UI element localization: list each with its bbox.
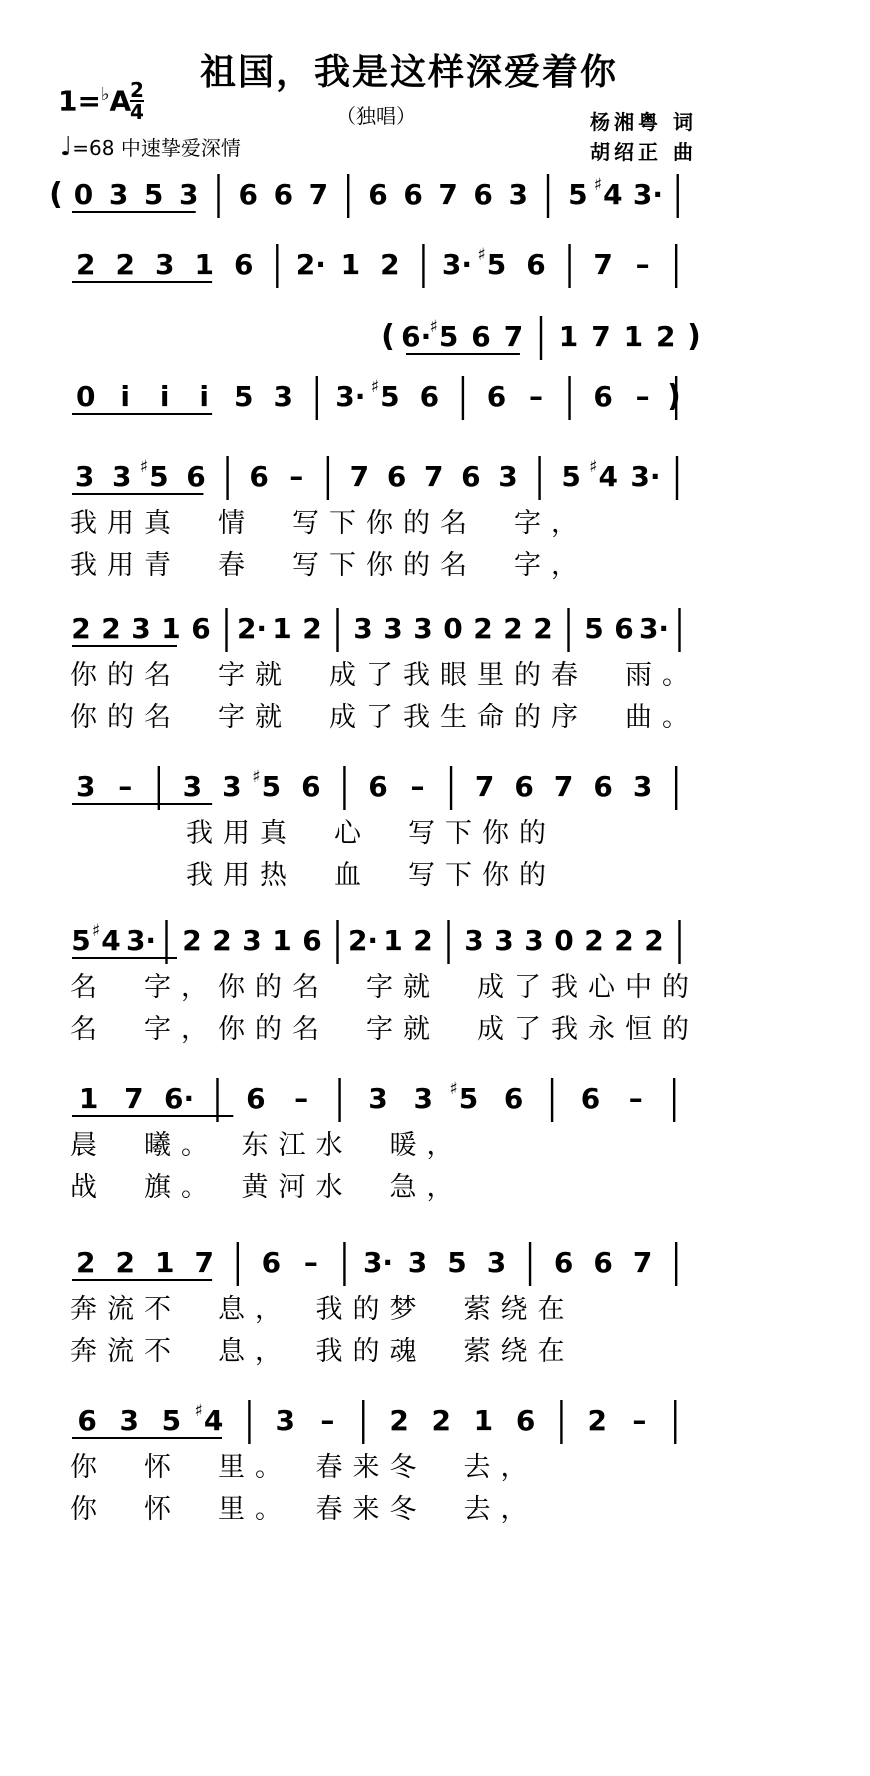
jianpu-note: 5 bbox=[71, 924, 91, 957]
jianpu-note: 3· bbox=[125, 924, 157, 957]
jianpu-note: 5 bbox=[568, 178, 588, 211]
jianpu-note: 3 bbox=[383, 612, 403, 645]
jianpu-note: 1 bbox=[272, 612, 292, 645]
time-numerator: 2 bbox=[130, 78, 144, 102]
jianpu-note: 3 bbox=[368, 1082, 388, 1115]
jianpu-note: 2 bbox=[503, 612, 523, 645]
jianpu-note: – bbox=[528, 380, 543, 413]
jianpu-note: 3· bbox=[638, 612, 670, 645]
jianpu-note: – bbox=[635, 248, 650, 281]
jianpu-note: 0 bbox=[554, 924, 574, 957]
jianpu-note: 2 bbox=[413, 924, 433, 957]
jianpu-note: 7 bbox=[503, 320, 524, 353]
jianpu-note: 3 bbox=[131, 612, 151, 645]
jianpu-note: 3 bbox=[119, 1404, 139, 1437]
jianpu-note: 6 bbox=[503, 1082, 524, 1115]
jianpu-note: 5 bbox=[458, 1082, 479, 1115]
jianpu-note: 6 bbox=[246, 1082, 266, 1115]
jianpu-note: 3 bbox=[275, 1404, 295, 1437]
jianpu-note: 5 bbox=[161, 1404, 182, 1437]
jianpu-note: 1 bbox=[78, 1082, 99, 1115]
jianpu-note: 5 bbox=[233, 380, 254, 413]
jianpu-note: 3 bbox=[508, 178, 528, 211]
sharp-accidental: ♯ bbox=[370, 377, 379, 397]
jianpu-note: 2 bbox=[302, 612, 322, 645]
jianpu-note: 7 bbox=[308, 178, 329, 211]
jianpu-note: 2 bbox=[431, 1404, 451, 1437]
jianpu-note: 2 bbox=[644, 924, 664, 957]
flat-sign-icon: ♭ bbox=[100, 84, 110, 105]
sharp-accidental: ♯ bbox=[477, 245, 486, 265]
jianpu-note: 3· bbox=[362, 1246, 394, 1279]
jianpu-note: 2· bbox=[347, 924, 379, 957]
jianpu-note: 5 bbox=[447, 1246, 467, 1279]
jianpu-note: 5 bbox=[486, 248, 507, 281]
jianpu-note: 3· bbox=[630, 460, 661, 493]
jianpu-note: 3 bbox=[413, 1082, 433, 1115]
jianpu-note: – bbox=[628, 1082, 643, 1115]
jianpu-note: 1 bbox=[154, 1246, 175, 1279]
jianpu-note: 1 bbox=[623, 320, 644, 353]
sharp-accidental: ♯ bbox=[91, 921, 101, 941]
jianpu-note: 2 bbox=[71, 612, 91, 645]
jianpu-note: 6 bbox=[233, 248, 254, 281]
jianpu-note: 2· bbox=[236, 612, 268, 645]
jianpu-note: – bbox=[410, 770, 425, 803]
jianpu-note: 1 bbox=[383, 924, 403, 957]
jianpu-note: 6 bbox=[186, 460, 206, 493]
interlude-close-paren: ) bbox=[667, 379, 681, 414]
jianpu-note: 7 bbox=[349, 460, 370, 493]
sharp-accidental: ♯ bbox=[139, 457, 148, 477]
jianpu-note: 3 bbox=[154, 248, 175, 281]
jianpu-note: 2 bbox=[182, 924, 202, 957]
jianpu-note: 4 bbox=[101, 924, 121, 957]
jianpu-note: – bbox=[632, 1404, 647, 1437]
jianpu-note: 2 bbox=[115, 1246, 135, 1279]
jianpu-note: 6 bbox=[553, 1246, 574, 1279]
composer-credit: 胡绍正 曲 bbox=[590, 140, 697, 164]
jianpu-note: 6 bbox=[514, 770, 534, 803]
lyricist-credit: 杨湘粤 词 bbox=[590, 110, 697, 134]
jianpu-note: 6 bbox=[249, 460, 269, 493]
interlude-open-paren: ( bbox=[381, 319, 395, 354]
jianpu-note: 2 bbox=[76, 1246, 96, 1279]
lyric-line: 名 字，你的名 字就 成了我心中的 bbox=[70, 972, 699, 1003]
sharp-accidental: ♯ bbox=[449, 1079, 458, 1099]
jianpu-note: 3 bbox=[464, 924, 484, 957]
jianpu-note: 3 bbox=[108, 178, 129, 211]
jianpu-note: 2 bbox=[587, 1404, 607, 1437]
jianpu-note: 5 bbox=[149, 460, 169, 493]
jianpu-note: 4 bbox=[603, 178, 623, 211]
jianpu-note: 5 bbox=[584, 612, 604, 645]
jianpu-note: 6 bbox=[419, 380, 440, 413]
jianpu-note: 2 bbox=[584, 924, 604, 957]
key-note: A bbox=[109, 84, 132, 118]
jianpu-note: 6 bbox=[273, 178, 294, 211]
jianpu-note: 3 bbox=[178, 178, 199, 211]
jianpu-note: 6 bbox=[580, 1082, 601, 1115]
jianpu-note: 6 bbox=[238, 178, 259, 211]
jianpu-note: 2 bbox=[380, 248, 400, 281]
jianpu-note: 5 bbox=[143, 178, 164, 211]
jianpu-note: – bbox=[294, 1082, 309, 1115]
lyric-line: 我用青 春 写下你的名 字， bbox=[70, 550, 588, 581]
jianpu-note: – bbox=[303, 1246, 318, 1279]
jianpu-note: 1 bbox=[473, 1404, 494, 1437]
jianpu-note: 7 bbox=[593, 248, 613, 281]
jianpu-note: i bbox=[199, 380, 210, 413]
jianpu-note: 6 bbox=[261, 1246, 282, 1279]
jianpu-note: 1 bbox=[558, 320, 579, 353]
jianpu-note: 6· bbox=[401, 320, 432, 353]
jianpu-note: 2 bbox=[656, 320, 676, 353]
jianpu-note: 6 bbox=[614, 612, 634, 645]
sharp-accidental: ♯ bbox=[593, 175, 602, 195]
performance-note: （独唱） bbox=[336, 104, 416, 128]
jianpu-note: 4 bbox=[203, 1404, 224, 1437]
lyric-line: 你的名 字就 成了我生命的序 曲。 bbox=[70, 702, 699, 733]
jianpu-note: 6 bbox=[471, 320, 491, 353]
jianpu-note: 3 bbox=[494, 924, 514, 957]
jianpu-note: 2 bbox=[473, 612, 493, 645]
jianpu-note: 2 bbox=[614, 924, 634, 957]
jianpu-note: 6 bbox=[403, 178, 423, 211]
jianpu-note: 6 bbox=[302, 924, 322, 957]
jianpu-note: 2 bbox=[115, 248, 135, 281]
jianpu-note: 1 bbox=[340, 248, 361, 281]
jianpu-note: 6 bbox=[461, 460, 481, 493]
song-title: 祖国，我是这样深爱着你 bbox=[200, 51, 619, 93]
sharp-accidental: ♯ bbox=[194, 1401, 203, 1421]
jianpu-note: 6 bbox=[77, 1404, 97, 1437]
jianpu-note: – bbox=[289, 460, 304, 493]
lyric-line: 你的名 字就 成了我眼里的春 雨。 bbox=[70, 660, 699, 691]
intro-open-paren: ( bbox=[49, 177, 63, 212]
jianpu-note: 6 bbox=[301, 770, 321, 803]
jianpu-note: 3 bbox=[498, 460, 518, 493]
jianpu-note: 6 bbox=[386, 460, 407, 493]
jianpu-note: 3 bbox=[524, 924, 544, 957]
jianpu-note: 3 bbox=[111, 460, 132, 493]
lyric-line: 我用真 心 写下你的 bbox=[186, 818, 556, 849]
jianpu-note: 6 bbox=[368, 770, 388, 803]
lyric-line: 战 旗。 黄河水 急， bbox=[70, 1172, 464, 1203]
key-prefix: 1= bbox=[58, 84, 101, 118]
jianpu-note: 2 bbox=[76, 248, 96, 281]
jianpu-note: 1 bbox=[161, 612, 181, 645]
jianpu-note: 3 bbox=[486, 1246, 507, 1279]
lyric-line: 你 怀 里。 春来冬 去， bbox=[70, 1452, 538, 1483]
jianpu-note: 7 bbox=[124, 1082, 144, 1115]
jianpu-note: 5 bbox=[438, 320, 459, 353]
jianpu-note: – bbox=[118, 770, 133, 803]
time-denominator: 4 bbox=[130, 100, 144, 124]
lyric-line: 我用热 血 写下你的 bbox=[186, 860, 556, 891]
jianpu-note: 7 bbox=[632, 1246, 653, 1279]
jianpu-note: 3 bbox=[76, 770, 96, 803]
interlude-close-paren: ) bbox=[687, 319, 701, 354]
jianpu-note: 7 bbox=[194, 1246, 214, 1279]
lyric-line: 你 怀 里。 春来冬 去， bbox=[70, 1494, 538, 1525]
lyric-line: 我用真 情 写下你的名 字， bbox=[70, 508, 588, 539]
jianpu-note: 3 bbox=[413, 612, 433, 645]
sharp-accidental: ♯ bbox=[429, 317, 438, 337]
jianpu-note: 2 bbox=[389, 1404, 409, 1437]
jianpu-note: 7 bbox=[591, 320, 611, 353]
jianpu-note: – bbox=[635, 380, 650, 413]
jianpu-note: 2 bbox=[533, 612, 553, 645]
jianpu-note: 0 bbox=[76, 380, 96, 413]
jianpu-note: 7 bbox=[474, 770, 495, 803]
lyric-line: 晨 曦。 东江水 暖， bbox=[70, 1130, 464, 1161]
jianpu-note: 2· bbox=[295, 248, 326, 281]
jianpu-note: 5 bbox=[261, 770, 282, 803]
jianpu-note: 5 bbox=[561, 460, 581, 493]
sharp-accidental: ♯ bbox=[252, 767, 261, 787]
jianpu-note: 3 bbox=[407, 1246, 428, 1279]
jianpu-note: 6 bbox=[368, 178, 388, 211]
quarter-note-icon: ♩ bbox=[60, 132, 73, 162]
jianpu-note: 6 bbox=[526, 248, 546, 281]
jianpu-note: 3 bbox=[273, 380, 293, 413]
jianpu-note: 3 bbox=[182, 770, 203, 803]
jianpu-note: i bbox=[120, 380, 131, 413]
jianpu-note: 3 bbox=[353, 612, 373, 645]
jianpu-note: 0 bbox=[443, 612, 463, 645]
jianpu-note: 2 bbox=[212, 924, 232, 957]
jianpu-note: 3 bbox=[222, 770, 242, 803]
jianpu-note: 0 bbox=[73, 178, 94, 211]
jianpu-note: 3 bbox=[242, 924, 262, 957]
tempo-text: =68 中速挚爱深情 bbox=[72, 136, 241, 160]
sharp-accidental: ♯ bbox=[589, 457, 598, 477]
lyric-line: 奔流不 息， 我的魂 萦绕在 bbox=[70, 1336, 575, 1367]
jianpu-note: 3· bbox=[441, 248, 473, 281]
jianpu-note: i bbox=[159, 380, 170, 413]
lyric-line: 奔流不 息， 我的梦 萦绕在 bbox=[70, 1294, 575, 1325]
jianpu-note: 7 bbox=[553, 770, 574, 803]
jianpu-note: 3 bbox=[74, 460, 95, 493]
jianpu-note: 7 bbox=[438, 178, 458, 211]
lyric-line: 名 字，你的名 字就 成了我永恒的 bbox=[70, 1014, 699, 1045]
jianpu-note: 6 bbox=[191, 612, 211, 645]
jianpu-note: 3· bbox=[632, 178, 663, 211]
jianpu-note: 6 bbox=[486, 380, 507, 413]
jianpu-note: 7 bbox=[423, 460, 444, 493]
jianpu-note: 6 bbox=[473, 178, 493, 211]
jianpu-note: 6 bbox=[593, 770, 613, 803]
jianpu-note: 6 bbox=[593, 380, 613, 413]
jianpu-note: 6 bbox=[593, 1246, 613, 1279]
jianpu-note: 6 bbox=[515, 1404, 536, 1437]
jianpu-note: 4 bbox=[598, 460, 619, 493]
jianpu-note: 1 bbox=[194, 248, 214, 281]
jianpu-note: 3 bbox=[632, 770, 653, 803]
jianpu-note: – bbox=[320, 1404, 335, 1437]
jianpu-note: 5 bbox=[380, 380, 400, 413]
jianpu-note: 3· bbox=[335, 380, 366, 413]
jianpu-note: 1 bbox=[272, 924, 292, 957]
jianpu-note: 2 bbox=[101, 612, 121, 645]
jianpu-note: 6· bbox=[163, 1082, 195, 1115]
